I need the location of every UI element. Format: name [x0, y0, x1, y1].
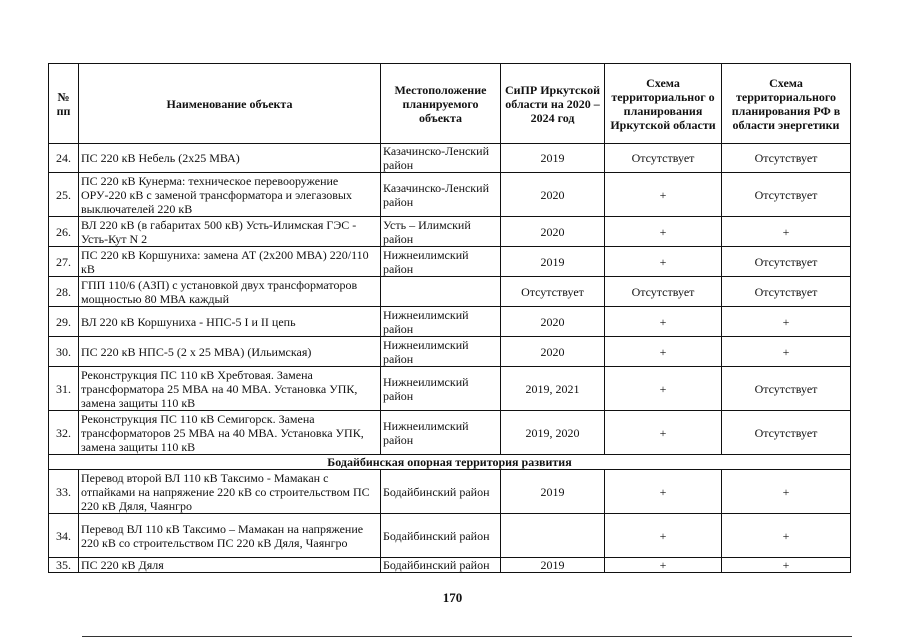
table-row: [49, 144, 851, 173]
row-region: +: [605, 558, 722, 573]
row-name: ВЛ 220 кВ Коршуниха - НПС-5 I и II цепь: [79, 307, 381, 337]
row-rf: +: [722, 307, 851, 337]
row-num: 26.: [49, 217, 79, 247]
row-rf: +: [722, 470, 851, 514]
table-row: [49, 307, 851, 337]
row-location: Нижнеилимский район: [381, 247, 501, 277]
header-name: Наименование объекта: [79, 64, 381, 144]
row-num: 27.: [49, 247, 79, 277]
header-territorial-region: Схема территориальног о планирования Иркутской области: [605, 64, 722, 144]
table-row: [49, 558, 851, 573]
row-sipr: 2019: [501, 247, 605, 277]
row-location: Нижнеилимский район: [381, 367, 501, 411]
row-region: +: [605, 247, 722, 277]
row-rf: Отсутствует: [722, 247, 851, 277]
row-location: Казачинско-Ленский район: [381, 173, 501, 217]
row-num: 29.: [49, 307, 79, 337]
row-rf: Отсутствует: [722, 367, 851, 411]
row-sipr: 2020: [501, 337, 605, 367]
header-territorial-rf: Схема территориального планирования РФ в области энергетики: [722, 64, 851, 144]
row-region: +: [605, 514, 722, 558]
row-num: 31.: [49, 367, 79, 411]
row-num: 35.: [49, 558, 79, 573]
header-num: № пп: [49, 64, 79, 144]
row-sipr: 2019, 2020: [501, 411, 605, 455]
table-row: [49, 217, 851, 247]
row-sipr: 2020: [501, 307, 605, 337]
row-rf: +: [722, 337, 851, 367]
row-num: 24.: [49, 144, 79, 173]
row-name: ПС 220 кВ Коршуниха: замена АТ (2х200 МВА) 220/110 кВ: [79, 247, 381, 277]
table-row: [49, 247, 851, 277]
row-name: Перевод ВЛ 110 кВ Таксимо – Мамакан на напряжение 220 кВ со строительством ПС 220 кВ Дяля, Чаянгро: [79, 514, 381, 558]
row-region: +: [605, 173, 722, 217]
header-sipr: СиПР Иркутской области на 2020 – 2024 год: [501, 64, 605, 144]
table-row: [49, 277, 851, 307]
table-row: [49, 514, 851, 558]
row-name: Перевод второй ВЛ 110 кВ Таксимо - Мамакан с отпайками на напряжение 220 кВ со строительством ПС 220 кВ Дяля, Чаянгро: [79, 470, 381, 514]
row-sipr: 2019, 2021: [501, 367, 605, 411]
row-location: Нижнеилимский район: [381, 337, 501, 367]
table-row: [49, 470, 851, 514]
table-header-row: [49, 64, 851, 144]
footer-divider: [82, 636, 852, 637]
row-name: ПС 220 кВ Дяля: [79, 558, 381, 573]
row-region: +: [605, 337, 722, 367]
row-location: Бодайбинский район: [381, 558, 501, 573]
row-rf: Отсутствует: [722, 277, 851, 307]
section-row: [49, 455, 851, 470]
row-sipr: 2019: [501, 470, 605, 514]
row-name: ГПП 110/6 (АЗП) с установкой двух трансформаторов мощностью 80 МВА каждый: [79, 277, 381, 307]
table-row: [49, 337, 851, 367]
row-rf: Отсутствует: [722, 173, 851, 217]
row-region: +: [605, 367, 722, 411]
infrastructure-table: [48, 63, 851, 573]
row-region: +: [605, 470, 722, 514]
row-location: Бодайбинский район: [381, 514, 501, 558]
row-num: 33.: [49, 470, 79, 514]
row-location: Нижнеилимский район: [381, 411, 501, 455]
table-row: [49, 411, 851, 455]
row-location: Бодайбинский район: [381, 470, 501, 514]
section-title: Бодайбинская опорная территория развития: [49, 455, 851, 470]
row-name: ПС 220 кВ Небель (2х25 МВА): [79, 144, 381, 173]
row-num: 25.: [49, 173, 79, 217]
row-name: Реконструкция ПС 110 кВ Хребтовая. Замена трансформатора 25 МВА на 40 МВА. Установка УПК, замена защиты 110 кВ: [79, 367, 381, 411]
row-num: 32.: [49, 411, 79, 455]
row-sipr: Отсутствует: [501, 277, 605, 307]
row-name: Реконструкция ПС 110 кВ Семигорск. Замена трансформаторов 25 МВА на 40 МВА. Установка УПК, замена защиты 110 кВ: [79, 411, 381, 455]
row-rf: +: [722, 558, 851, 573]
row-name: ПС 220 кВ Кунерма: техническое перевооружение ОРУ-220 кВ с заменой трансформатора и элегазовых выключателей 220 кВ: [79, 173, 381, 217]
row-sipr: 2020: [501, 173, 605, 217]
row-rf: Отсутствует: [722, 144, 851, 173]
row-rf: Отсутствует: [722, 411, 851, 455]
row-num: 28.: [49, 277, 79, 307]
row-name: ВЛ 220 кВ (в габаритах 500 кВ) Усть-Илимская ГЭС - Усть-Кут N 2: [79, 217, 381, 247]
row-sipr: 2019: [501, 144, 605, 173]
row-sipr: 2020: [501, 217, 605, 247]
row-location: Усть – Илимский район: [381, 217, 501, 247]
row-location: Казачинско-Ленский район: [381, 144, 501, 173]
row-sipr: 2019: [501, 558, 605, 573]
row-region: +: [605, 217, 722, 247]
row-num: 34.: [49, 514, 79, 558]
row-rf: +: [722, 514, 851, 558]
table-row: [49, 173, 851, 217]
row-region: +: [605, 307, 722, 337]
row-region: Отсутствует: [605, 144, 722, 173]
row-location: Нижнеилимский район: [381, 307, 501, 337]
table-row: [49, 367, 851, 411]
row-location: [381, 277, 501, 307]
row-rf: +: [722, 217, 851, 247]
row-sipr: [501, 514, 605, 558]
row-region: +: [605, 411, 722, 455]
row-name: ПС 220 кВ НПС-5 (2 х 25 МВА) (Ильимская): [79, 337, 381, 367]
header-location: Местоположение планируемого объекта: [381, 64, 501, 144]
row-region: Отсутствует: [605, 277, 722, 307]
row-num: 30.: [49, 337, 79, 367]
page-number: 170: [442, 590, 463, 605]
